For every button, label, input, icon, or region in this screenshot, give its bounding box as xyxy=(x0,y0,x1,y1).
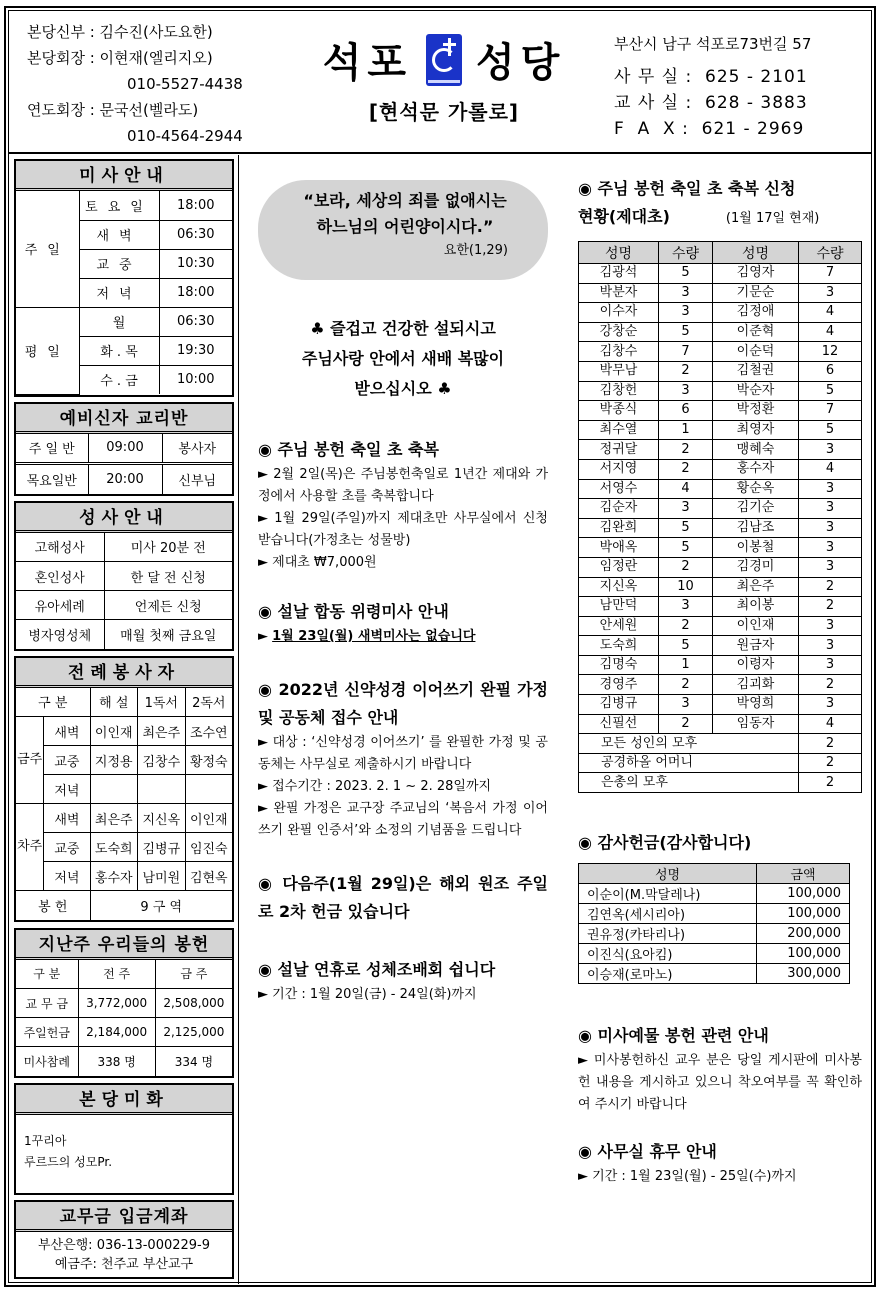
candle-request-row: 김완희 5 김남조 3 xyxy=(579,518,862,538)
candle-request-row: 박분자 3 기문순 3 xyxy=(579,283,862,303)
candle-request-row: 서지영 2 홍수자 4 xyxy=(579,459,862,479)
offerings-title: 지난주 우리들의 봉헌 xyxy=(16,930,232,960)
thanks-offering-row: 김연옥(세시리아) 100,000 xyxy=(579,904,850,924)
phone-fax: F A X : 621 - 2969 xyxy=(614,119,805,139)
offerings-table: 구 분 전 주 금 주 교 무 금 3,772,000 2,508,000 주일헌금 2,184,000 2,125,000 미사참례 338 명 334 명 xyxy=(16,960,232,1076)
bank-account: 부산은행: 036-13-000229-9 xyxy=(37,1237,211,1253)
candle-request-row: 도숙희 5 원금자 3 xyxy=(579,636,862,656)
candle-request-row: 김병규 3 박영희 3 xyxy=(579,695,862,715)
as-of-date: (1월 17일 현재) xyxy=(725,211,820,226)
flowers-box xyxy=(14,1083,234,1195)
column-divider xyxy=(238,155,239,1284)
liturgy-servers-table: 구 분 해 설 1독서 2독서 금주 새벽 이인재 최은주 조수연 교중 지정용 김창수 황정숙 저녁 차주 새벽 최은주 지신옥 이인재 교중 도숙희 김병규 임진숙 저녁 홍수자 남미원 김현옥 봉 헌 9 구 역 xyxy=(16,688,232,920)
candle-request-org-row: 은총의 모후 2 xyxy=(579,773,862,793)
catechumen-title: 예비신자 교리반 xyxy=(16,404,232,434)
patron-saint: [현석문 가롤로] xyxy=(368,100,520,124)
title-left: 석포 xyxy=(322,40,412,86)
liturgy-servers-title: 전례봉사자 xyxy=(16,658,232,688)
new-year-greeting: ♣ 즐겁고 건강한 설되시고 주님사랑 안에서 새배 복많이 받으십시오 ♣ xyxy=(301,319,505,398)
bulletin-header xyxy=(9,11,871,154)
middle-column xyxy=(258,180,548,1006)
sacraments-table: 고해성사 미사 20분 전 혼인성사 한 달 전 신청 유아세례 언제든 신청 병자영성체 매월 첫째 금요일 xyxy=(16,533,232,649)
account-holder: 예금주: 천주교 부산교구 xyxy=(54,1256,194,1272)
candle-request-title: ◉ 주님 봉헌 축일 초 축복 신청 xyxy=(578,179,796,198)
candle-request-row: 박애옥 5 이봉철 3 xyxy=(579,538,862,558)
yearly-president-phone: 010-4564-2944 xyxy=(127,127,243,145)
office-closed-title: ◉ 사무실 휴무 안내 xyxy=(578,1142,717,1162)
candle-request-org-row: 모든 성인의 모후 2 xyxy=(579,734,862,754)
candle-request-row: 김광석 5 김영자 7 xyxy=(579,264,862,284)
candle-request-row: 안세원 2 이인재 3 xyxy=(579,616,862,636)
title-right: 성당 xyxy=(476,40,566,86)
candle-request-row: 김창수 7 이순덕 12 xyxy=(579,342,862,362)
notice-adoration-break: ◉ 설날 연휴로 성체조배회 쉽니다 ► 기간 : 1월 20일(금) - 24일(화)까지 xyxy=(258,960,496,1002)
thanks-offering-title: ◉ 감사헌금(감사합니다) xyxy=(578,833,752,853)
thanks-offering-table: 성명 금액 이순이(M.막달레나) 100,000 김연옥(세시리아) 100,000 권유정(카타리나) 200,000 이진식(요아킴) 100,000 이승재(로마노) 300,000 xyxy=(578,863,850,984)
mass-offering-title: ◉ 미사예물 봉헌 관련 안내 xyxy=(578,1026,769,1046)
candle-request-row: 지신옥 10 최은주 2 xyxy=(579,577,862,597)
parish-title-block xyxy=(309,31,579,125)
candle-request-row: 서영수 4 황순옥 3 xyxy=(579,479,862,499)
mass-schedule-table: 주일 토요일 18:00 새벽 06:30 교중 10:30 저녁 18:00 평일 월 06:30 화 . 목 19:30 수 . 금 10:00 xyxy=(16,191,232,395)
address: 부산시 남구 석포로73번길 57 xyxy=(614,35,812,53)
candle-request-row: 정귀달 2 맹혜숙 3 xyxy=(579,440,862,460)
parish-staff xyxy=(27,19,243,149)
pastor: 본당신부 : 김수진(사도요한) xyxy=(27,23,213,41)
flowers-body: 1꾸리아 루르드의 성모Pr. xyxy=(24,1133,113,1169)
liturgy-servers-box xyxy=(14,656,234,922)
sacraments-title: 성사안내 xyxy=(16,503,232,533)
candle-request-row: 신필선 2 임동자 4 xyxy=(579,714,862,734)
president: 본당회장 : 이현재(엘리지오) xyxy=(27,49,213,67)
thanks-offering-row: 이진식(요아킴) 100,000 xyxy=(579,944,850,964)
notice-bible-transcription: ◉ 2022년 신약성경 이어쓰기 완필 가정 및 공동체 접수 안내 ► 대상 : ‘신약성경 이어쓰기’ 를 완필한 가정 및 공동체는 사무실로 제출하시기 바랍니다 ► 접수기간 : 2023. 2. 1 ~ 2. 28일까지 ► 완필 가정은 교구장 주교님의 ‘복음서 가정 이어쓰기 완필 인증서’와 소정의 기념품을 드립니다 xyxy=(258,680,548,838)
notice-second-collection: ◉ 다음주(1월 29일)은 해외 원조 주일로 2차 헌금 있습니다 xyxy=(258,874,548,921)
parish-logo-icon xyxy=(426,34,462,86)
candle-request-row: 남만덕 3 최이봉 2 xyxy=(579,597,862,617)
candle-request-row: 임정란 2 김경미 3 xyxy=(579,557,862,577)
mass-schedule-title: 미사안내 xyxy=(16,161,232,191)
offerings-box xyxy=(14,928,234,1078)
phone-office: 사 무 실 : 625 - 2101 xyxy=(614,67,808,87)
flowers-title: 본당미화 xyxy=(16,1085,232,1115)
scripture-quote: “보라, 세상의 죄를 없애시는 하느님의 어린양이시다.” 요한(1,29) xyxy=(258,180,548,280)
candle-request-table: 성명 수량 성명 수량 김광석 5 김영자 7 박분자 3 기문순 3 이수자 3 김정애 4 강창순 5 이준혁 4 김창수 7 이순덕 12 박무남 2 김철권 6 김창헌 3 박순자 5 박종식 6 박정환 7 최수열 1 최영자 5 정귀달 2 맹혜숙 3 서지영 2 홍수자 4 서영수 4 황순옥 3 김순자 3 김기순 3 김완희 5 김남조 3 박애옥 5 이봉철 3 임정란 2 김경미 3 지신옥 10 최은주 2 남만덕 3 최이봉 2 안세원 2 이인재 3 도숙희 5 원금자 3 김명숙 1 이령자 3 경영주 2 김괴화 2 김병규 3 박영희 3 신필선 2 임동자 4 모든 성인의 모후 2 공경하올 어머니 2 은총의 모후 2 xyxy=(578,241,862,793)
phone-teachers: 교 사 실 : 628 - 3883 xyxy=(614,93,808,113)
candle-request-row: 김순자 3 김기순 3 xyxy=(579,499,862,519)
candle-request-row: 김명숙 1 이령자 3 xyxy=(579,655,862,675)
account-title: 교무금 입금계좌 xyxy=(16,1202,232,1232)
right-column: ◉ 주님 봉헌 축일 초 축복 신청 현황(제대초) (1월 17일 현재) 성명 수량 성명 수량 김광석 5 김영자 7 박분자 3 기문순 3 이수자 3 김정애 4 강창순 5 이준혁 4 김창수 7 이순덕 12 박무남 2 김철권 6 김창헌 3 박순자 5 박종식 6 박정환 7 최수열 1 최영자 5 정귀달 2 맹혜숙 3 서지영 2 홍수자 4 서영수 4 황순옥 3 김순자 3 김기순 3 김완희 5 김남조 3 박애옥 5 이봉철 3 임정란 2 김경미 3 지신옥 10 최은주 2 남만덕 3 최이봉 2 안세원 2 이인재 3 도숙희 5 원금자 3 김명숙 1 이령자 3 경영주 2 김괴화 2 김병규 3 박영희 3 신필선 2 임동자 4 모든 성인의 모후 2 공경하올 어머니 2 은총의 모후 2 ◉ 감사헌금(감사합니다) 성명 금액 이순이(M.막달레나) 100,000 김연옥(세시리아) 100,000 권유정(카타리나) 200,000 이진식(요아킴) 100,000 이승재(로마노) 300,000 ◉ 미사예물 봉헌 관련 안내 ► 미사봉헌하신 교우 분은 당일 게시판에 미사봉헌 내용을 게시하고 있으니 착오여부를 꼭 확인하여 주시기 바랍니다 ◉ 사무실 휴무 안내 ► 기간 : 1월 23일(월) - 25일(수)까지 xyxy=(578,175,862,1188)
scripture-reference: 요한(1,29) xyxy=(443,243,508,258)
catechumen-table: 주 일 반 09:00 봉사자 목요일반 20:00 신부님 xyxy=(16,434,232,494)
account-body xyxy=(16,1232,232,1277)
sacraments-box xyxy=(14,501,234,651)
thanks-offering-row: 이승재(로마노) 300,000 xyxy=(579,964,850,984)
office-closed-body: ► 기간 : 1월 23일(월) - 25일(수)까지 xyxy=(578,1169,797,1185)
yearly-president: 연도회장 : 문국선(벨라도) xyxy=(27,101,199,119)
thanks-offering-row: 권유정(카타리나) 200,000 xyxy=(579,924,850,944)
mass-schedule-box xyxy=(14,159,234,397)
candle-request-row: 김창헌 3 박순자 5 xyxy=(579,381,862,401)
candle-request-row: 경영주 2 김괴화 2 xyxy=(579,675,862,695)
thanks-offering-row: 이순이(M.막달레나) 100,000 xyxy=(579,884,850,904)
candle-request-row: 최수열 1 최영자 5 xyxy=(579,420,862,440)
contact-info xyxy=(614,33,811,142)
account-box xyxy=(14,1200,234,1279)
notice-candlemas: ◉ 주님 봉헌 축일 초 축복 ► 2월 2일(목)은 주님봉헌축일로 1년간 제대와 가정에서 사용할 초를 축복합니다 ► 1월 29일(주일)까지 제대초만 사무실에서 신청 받습니다(가정초는 성물방) ► 제대초 ₩7,000원 xyxy=(258,440,548,570)
candle-request-row: 이수자 3 김정애 4 xyxy=(579,303,862,323)
notice-memorial-mass: ◉ 설날 합동 위령미사 안내 ► 1월 23일(월) 새벽미사는 없습니다 xyxy=(258,602,476,644)
candle-request-row: 박종식 6 박정환 7 xyxy=(579,401,862,421)
president-phone: 010-5527-4438 xyxy=(127,75,243,93)
catechumen-box xyxy=(14,402,234,496)
left-column xyxy=(14,159,234,1284)
candle-request-row: 박무남 2 김철권 6 xyxy=(579,361,862,381)
candle-request-row: 강창순 5 이준혁 4 xyxy=(579,322,862,342)
mass-offering-body: ► 미사봉헌하신 교우 분은 당일 게시판에 미사봉헌 내용을 게시하고 있으니 착오여부를 꼭 확인하여 주시기 바랍니다 xyxy=(578,1053,862,1113)
candle-request-org-row: 공경하올 어머니 2 xyxy=(579,753,862,773)
